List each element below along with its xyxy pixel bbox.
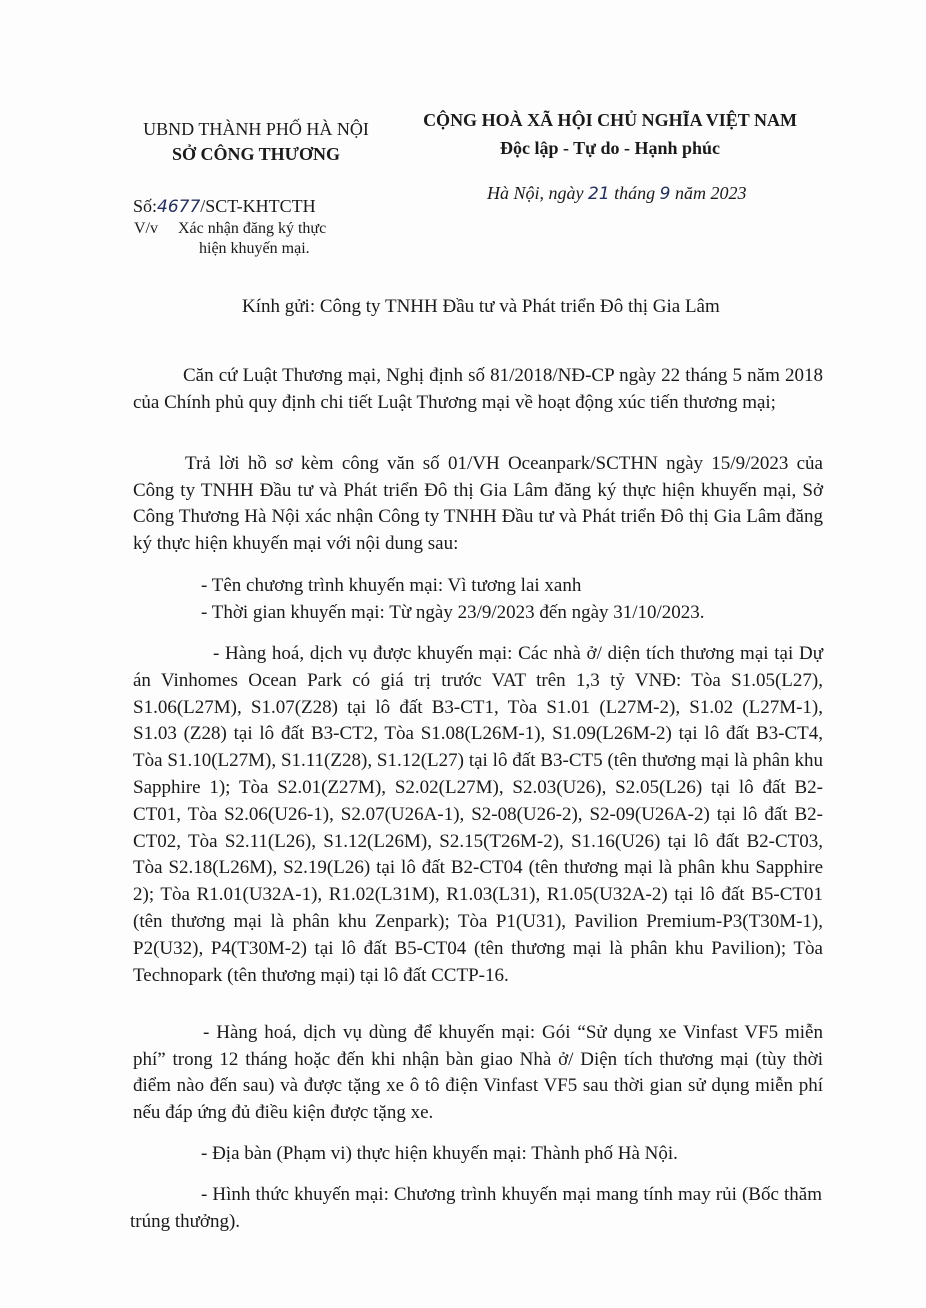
number-suffix: /SCT-KHTCTH xyxy=(200,196,316,216)
org-line-2: SỞ CÔNG THƯƠNG xyxy=(171,144,341,164)
item-area: - Địa bàn (Phạm vi) thực hiện khuyến mại: Thành phố Hà Nội. xyxy=(201,1143,678,1164)
subject-line xyxy=(134,219,326,259)
subject-line-1: Xác nhận đăng ký thực xyxy=(178,220,327,237)
item-program-time: - Thời gian khuyến mại: Từ ngày 23/9/2023 đến ngày 31/10/2023. xyxy=(201,602,705,623)
subject-line-2: hiện khuyến mại. xyxy=(199,240,310,257)
handwritten-number: 4677 xyxy=(157,197,201,217)
issuing-authority xyxy=(140,117,372,167)
org-line-1: UBND THÀNH PHỐ HÀ NỘI xyxy=(143,119,369,139)
recipient: Kính gửi: Công ty TNHH Đầu tư và Phát triển Đô thị Gia Lâm xyxy=(242,296,720,317)
issue-date xyxy=(487,183,746,204)
item-promoted-goods: - Hàng hoá, dịch vụ được khuyến mại: Các nhà ở/ diện tích thương mại tại Dự án Vinhomes Ocean Park có giá trị trước VAT trên 1,3 tỷ VNĐ: Tòa S1.05(L27), S1.06(L27M), S1.07(Z28) tại lô đất B3-CT1, Tòa S1.01 (L27M-2), S1.02 (L27M-1), S1.03 (Z28) tại lô đất B3-CT2, Tòa S1.08(L26M-1), S1.09(L26M-2) tại lô đất B3-CT4, Tòa S1.10(L27M), S1.11(Z28), S1.12(L27) tại lô đất B3-CT5 (tên thương mại là phân khu Sapphire 1); Tòa S2.01(Z27M), S2.02(L27M), S2.03(U26), S2.05(L26) tại lô đất B2-CT01, Tòa S2.06(U26-1), S2.07(U26A-1), S2-08(U26-2), S2-09(U26A-2) tại lô đất B2-CT02, Tòa S2.11(L26), S1.12(L26M), S2.15(T26M-2), S1.16(U26) tại lô đất B2-CT03, Tòa S2.18(L26M), S2.19(L26) tại lô đất B2-CT04 (tên thương mại là phân khu Sapphire 2); Tòa R1.01(U32A-1), R1.02(L31M), R1.03(L31), R1.05(U32A-2) tại lô đất B5-CT01 (tên thương mại là phân khu Zenpark); Tòa P1(U31), Pavilion Premium-P3(T30M-1), P2(U32), P4(T30M-2) tại lô đất B5-CT04 (tên thương mại là phân khu Pavilion); Tòa Technopark (tên thương mại) tại lô đất CCTP-16. xyxy=(133,643,823,986)
date-prefix: Hà Nội, ngày xyxy=(487,183,584,203)
item-form: - Hình thức khuyến mại: Chương trình khuyến mại mang tính may rủi (Bốc thăm trúng thưởng). xyxy=(130,1184,822,1232)
nation-line-2: Độc lập - Tự do - Hạnh phúc xyxy=(499,138,721,158)
document-number xyxy=(133,196,316,217)
paragraph-response: Trả lời hồ sơ kèm công văn số 01/VH Oceanpark/SCTHN ngày 15/9/2023 của Công ty TNHH Đầu tư và Phát triển Đô thị Gia Lâm đăng ký thực hiện khuyến mại, Sở Công Thương Hà Nội xác nhận Công ty TNHH Đầu tư và Phát triển Đô thị Gia Lâm đăng ký thực hiện khuyến mại với nội dung sau: xyxy=(133,453,823,554)
item-promotion-goods: - Hàng hoá, dịch vụ dùng để khuyến mại: Gói “Sử dụng xe Vinfast VF5 miễn phí” trong 12 tháng hoặc đến khi nhận bàn giao Nhà ở/ Diện tích thương mại (tùy thời điểm nào đến sau) và được tặng xe ô tô điện Vinfast VF5 sau thời gian sử dụng miễn phí nếu đáp ứng đủ điều kiện được tặng xe. xyxy=(133,1022,823,1123)
item-program-name: - Tên chương trình khuyến mại: Vì tương lai xanh xyxy=(201,575,582,596)
date-year: năm 2023 xyxy=(674,183,747,203)
date-month-label: tháng xyxy=(614,183,656,203)
subject-label: V/v xyxy=(134,220,158,237)
paragraph-legal-basis: Căn cứ Luật Thương mại, Nghị định số 81/2018/NĐ-CP ngày 22 tháng 5 năm 2018 của Chính phủ quy định chi tiết Luật Thương mại về hoạt động xúc tiến thương mại; xyxy=(133,365,823,413)
number-prefix: Số: xyxy=(133,196,158,216)
nation-line-1: CỘNG HOÀ XÃ HỘI CHỦ NGHĨA VIỆT NAM xyxy=(423,110,797,130)
handwritten-month: 9 xyxy=(659,184,671,204)
handwritten-day: 21 xyxy=(588,184,610,204)
national-motto xyxy=(410,106,810,162)
